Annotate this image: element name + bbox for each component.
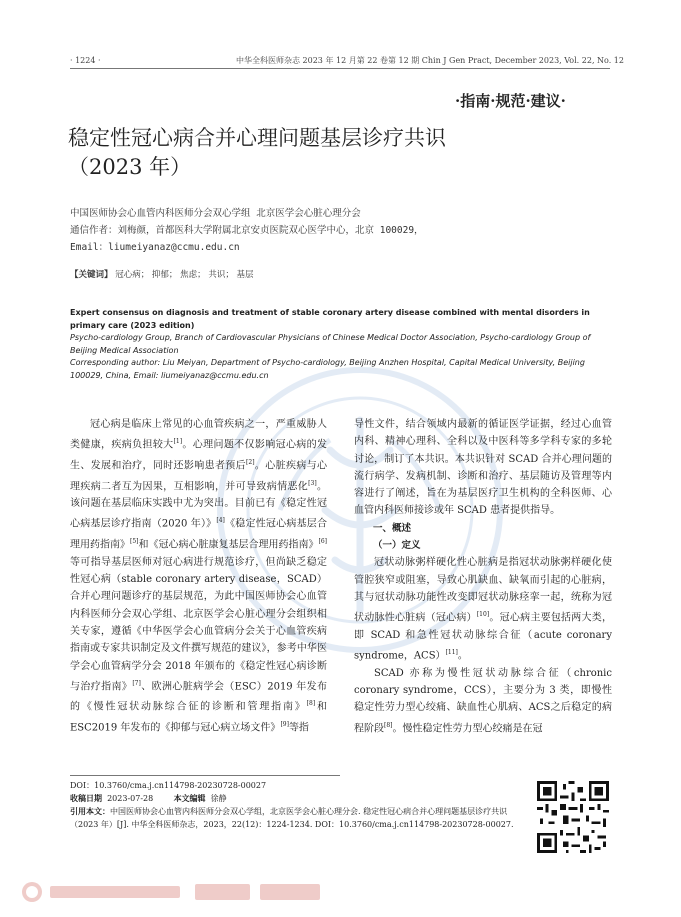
keywords: [70, 268, 254, 280]
section-heading-overview: 一、概述: [373, 522, 412, 534]
page-number: · 1224 ·: [70, 56, 101, 65]
english-title: Expert consensus on diagnosis and treatment of stable coronary artery disease combined with mental disorders in primary care (2023 edition): [70, 308, 590, 330]
paragraph-definition: 冠状动脉粥样硬化性心脏病是指冠状动脉粥样硬化使管腔狭窄或阻塞，导致心肌缺血、缺氧而引起的心脏病，其与冠状动脉功能性改变即冠状动脉痉挛一起，统称为冠状动脉性心脏病（冠心病）[10]。冠心病主要包括两大类，即 SCAD 和急性冠状动脉综合征（acute coronary syndrome，ACS）[11]。: [354, 557, 613, 662]
paragraph-continued: 导性文件，结合领域内最新的循证医学证据，经过心血管内科、精神心理科、全科以及中医科等多学科专家的多轮讨论，制订了本共识。本共识针对 SCAD 合并心理问题的流行病学、发病机制、诊断和治疗、基层随访及管理等内容进行了阐述，旨在为基层医疗卫生机构的全科医师、心血管内科医师接诊或年 SCAD 患者提供指导。: [354, 419, 612, 517]
received-and-editor: 收稿日期 2023-07-28 本文编辑 徐静: [70, 793, 227, 803]
citation: 引用本文：中国医师协会心血管内科医师分会双心学组，北京医学会心脏心理分会. 稳定性冠心病合并心理问题基层诊疗共识（2023 年）[J]. 中华全科医师杂志，2023，22(12)：1224-1234. DOI：10.3760/cma.j.cn114798-20230728-00027.: [70, 806, 514, 829]
doi: DOI：10.3760/cma.j.cn114798-20230728-00027: [70, 781, 267, 790]
qr-code-icon: [537, 781, 609, 853]
section-heading-definition: （一）定义: [373, 540, 421, 552]
english-corresponding: Corresponding author: Liu Meiyan, Department of Psycho-cardiology, Beijing Anzhen Hospital, Capital Medical University, Beijing 100029, China, Email: liumeiyanaz@ccmu.edu.cn: [70, 358, 585, 380]
corresponding-author: 通信作者：刘梅颜，首都医科大学附属北京安贞医院双心医学中心，北京 100029，: [70, 225, 424, 236]
author-groups: 中国医师协会心血管内科医师分会双心学组 北京医学会心脏心理分会: [70, 208, 361, 219]
keywords-text: 冠心病； 抑郁； 焦虑； 共识； 基层: [112, 270, 254, 280]
english-abstract: [70, 307, 610, 382]
journal-logo: [20, 880, 330, 904]
author-email: Email：liumeiyanaz@ccmu.edu.cn: [70, 242, 240, 253]
title-line-2: （2023 年）: [68, 155, 192, 179]
body-column-left: [70, 416, 327, 737]
english-group: Psycho-cardiology Group, Branch of Cardiovascular Physicians of Chinese Medical Doctor Association, Psycho-cardiology Group of Beijing Medical Association: [70, 333, 591, 355]
article-title: [68, 124, 588, 182]
author-block: [70, 205, 600, 256]
header-rule: [70, 68, 610, 69]
journal-header: 中华全科医师杂志 2023 年 12 月第 22 卷第 12 期 Chin J Gen Pract, December 2023, Vol. 22, No. 12: [236, 56, 624, 65]
paragraph-intro: 冠心病是临床上常见的心血管疾病之一，严重威胁人类健康，疾病负担较大[1]。心理问题不仅影响冠心病的发生、发展和治疗，同时还影响患者预后[2]。心脏疾病与心理疾病二者互为因果，互相影响，并可导致病情恶化[3]。该问题在基层临床实践中尤为突出。目前已有《稳定性冠心病基层诊疗指南（2020 年）》[4]《稳定性冠心病基层合理用药指南》[5]和《冠心病心脏康复基层合理用药指南》[6]等可指导基层医师对冠心病进行规范诊疗，但尚缺乏稳定性冠心病（stable coronary artery disease，SCAD）合并心理问题诊疗的基层规范，为此中国医师协会心血管内科医师分会双心学组、北京医学会心脏心理分会组织相关专家，遵循《中华医学会心血管病分会关于心血管疾病指南或专家共识制定及文件撰写规范的建议》，参考中华医学会心血管病学分会 2018 年颁布的《稳定性冠心病诊断与治疗指南》[7]、欧洲心脏病学会（ESC）2019 年发布的《慢性冠状动脉综合征的诊断和管理指南》[8]和 ESC2019 年发布的《抑郁与冠心病立场文件》[9]等指: [70, 419, 328, 734]
section-tag: ·指南·规范·建议·: [455, 92, 566, 110]
paragraph-scad: SCAD 亦称为慢性冠状动脉综合征（chronic coronary syndrome，CCS），主要分为 3 类，即慢性稳定性劳力型心绞痛、缺血性心肌病、ACS之后稳定的病程阶段[8]。慢性稳定性劳力型心绞痛是在冠: [354, 667, 612, 735]
keywords-label: 【关键词】: [70, 270, 113, 280]
footer-rule: [70, 775, 340, 776]
article-footer: [70, 779, 522, 831]
body-column-right: [354, 416, 612, 737]
title-line-1: 稳定性冠心病合并心理问题基层诊疗共识: [68, 126, 446, 150]
